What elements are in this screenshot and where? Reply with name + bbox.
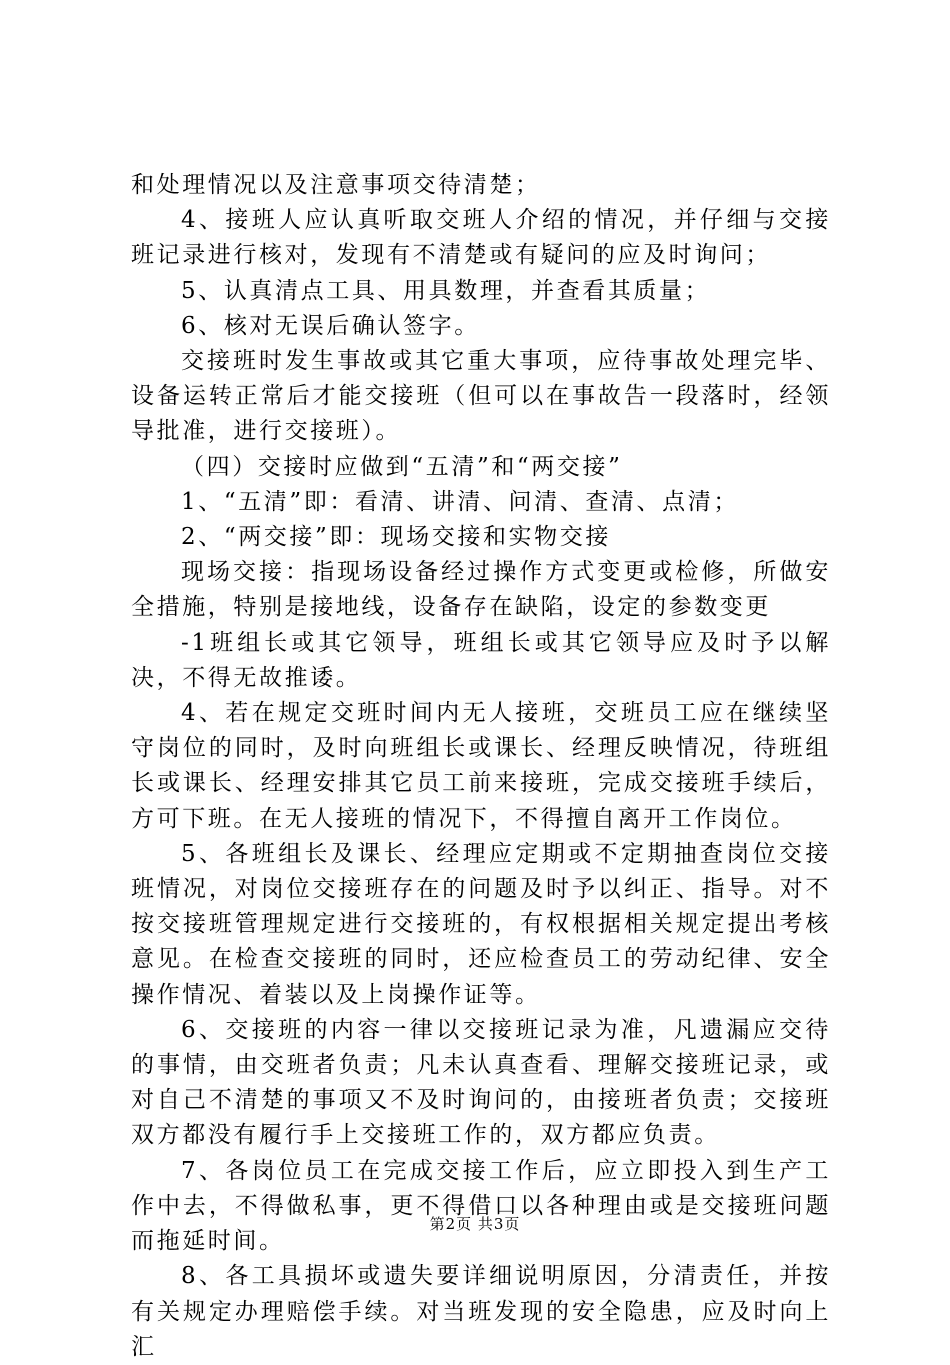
paragraph-11: 4、若在规定交班时间内无人接班，交班员工应在继续坚守岗位的同时，及时向班组长或课长、经理反映情况，待班组长或课长、经理安排其它员工前来接班，完成交接班手续后，方可下班。在无人接班的情况下，不得擅自离开工作岗位。 <box>131 700 831 832</box>
paragraph-4: 6、核对无误后确认签字。 <box>181 312 480 339</box>
paragraph-13: 6、交接班的内容一律以交接班记录为准，凡遗漏应交待的事情，由交班者负责；凡未认真查看、理解交接班记录，或对自己不清楚的事项又不及时询问的，由接班者负责；交接班双方都没有履行手上交接班工作的，双方都应负责。 <box>131 1016 831 1149</box>
paragraph-2: 4、接班人应认真听取交班人介绍的情况，并仔细与交接班记录进行核对，发现有不清楚或有疑问的应及时询问； <box>131 207 831 269</box>
paragraph-3: 5、认真清点工具、用具数理，并查看其质量； <box>181 277 711 304</box>
paragraph-1: 和处理情况以及注意事项交待清楚； <box>131 172 541 198</box>
document-body <box>131 168 831 1365</box>
page-number: 第2页 共3页 <box>429 1215 521 1233</box>
paragraph-15: 8、各工具损坏或遗失要详细说明原因，分清责任，并按有关规定办理赔偿手续。对当班发现的安全隐患，应及时向上汇 <box>131 1263 831 1360</box>
section-heading: （四）交接时应做到“五清”和“两交接” <box>181 453 623 480</box>
page-footer <box>0 1214 950 1234</box>
paragraph-8: 2、“两交接”即：现场交接和实物交接 <box>181 524 611 551</box>
paragraph-12: 5、各班组长及课长、经理应定期或不定期抽查岗位交接班情况，对岗位交接班存在的问题及时予以纠正、指导。对不按交接班管理规定进行交接班的，有权根据相关规定提出考核意见。在检查交接班的同时，还应检查员工的劳动纪律、安全操作情况、着装以及上岗操作证等。 <box>131 840 831 1008</box>
paragraph-9: 现场交接：指现场设备经过操作方式变更或检修，所做安全措施，特别是接地线，设备存在缺陷，设定的参数变更 <box>131 559 831 621</box>
paragraph-5: 交接班时发生事故或其它重大事项，应待事故处理完毕、设备运转正常后才能交接班（但可以在事故告一段落时，经领导批准，进行交接班）。 <box>131 348 831 445</box>
paragraph-7: 1、“五清”即：看清、讲清、问清、查清、点清； <box>181 488 739 515</box>
paragraph-10: -1班组长或其它领导，班组长或其它领导应及时予以解决，不得无故推诿。 <box>131 629 831 691</box>
paragraph-14: 7、各岗位员工在完成交接工作后，应立即投入到生产工作中去，不得做私事，更不得借口以各种理由或是交接班问题而拖延时间。 <box>131 1157 831 1255</box>
